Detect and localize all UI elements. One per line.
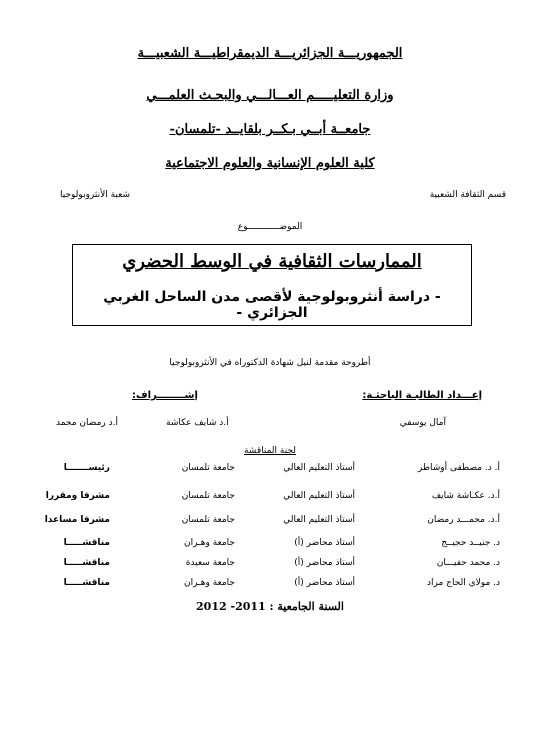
member-rank: أستاذ محاضر (أ): [294, 578, 355, 588]
member-university: جامعة وهـران: [184, 578, 235, 588]
department-right: قسم الثقافة الشعبية: [429, 190, 506, 200]
supervision-label: إشــــــــراف:: [132, 390, 198, 401]
student-name: آمال يوسفي: [399, 418, 446, 428]
committee-row: [0, 515, 540, 529]
committee-row: [0, 491, 540, 505]
committee-label: لجنة المناقشة: [243, 446, 296, 456]
sub-title: - دراسة أنثروبولوجية لأقصى مدن الساحل الغربي الجزائري -: [103, 289, 441, 321]
member-rank: أستاذ التعليم العالي: [283, 463, 355, 473]
member-role: مشرفا ومقررا: [45, 491, 110, 501]
supervisor-2: أ.د رمضان محمد: [56, 418, 118, 428]
department-left: شعبة الأنثروبولوجيا: [60, 190, 131, 200]
member-rank: أستاذ التعليم العالي: [283, 515, 355, 525]
republic-heading: الجمهوريـــة الجزائريـــة الديمقراطيـــة الشعبيـــة: [137, 46, 403, 61]
member-name: أ.د. محمـــد رمضان: [427, 515, 500, 525]
member-role: رئيســـــــا: [63, 463, 110, 473]
subject-label: الموضــــــــــــوع: [237, 222, 303, 232]
member-university: جامعة وهـران: [184, 538, 235, 548]
member-university: جامعة تلمسان: [181, 463, 235, 473]
supervisor-1: أ.د شايف عكاشة: [166, 418, 229, 428]
faculty-heading: كلية العلوم الإنسانية والعلوم الاجتماعية: [165, 156, 375, 171]
member-name: د. جنيــد حجيــج: [441, 538, 500, 548]
member-name: د. مولاي الحاج مراد: [427, 578, 500, 588]
member-rank: أستاذ التعليم العالي: [283, 491, 355, 501]
main-title: الممارسات الثقافية في الوسط الحضري: [122, 251, 422, 272]
university-heading: جامعــة أبــي بـكــر بلقايــد -تلمسان-: [169, 122, 371, 137]
committee-row: [0, 558, 540, 572]
member-name: أ. د. مصطفى أوشاطر: [417, 463, 500, 473]
member-university: جامعة تلمسان: [181, 491, 235, 501]
committee-row: [0, 538, 540, 552]
member-rank: أستاذ محاضر (أ): [294, 538, 355, 548]
member-name: أ.د. عكـاشة شايف: [431, 491, 500, 501]
student-label: إعـــداد الطالبـة الباحثـة:: [362, 390, 482, 401]
title-box: [72, 244, 472, 326]
academic-year: السنة الجامعية : 2011- 2012: [196, 600, 344, 613]
member-university: جامعة تلمسان: [181, 515, 235, 525]
member-name: د. محمد حفيـــان: [436, 558, 500, 568]
ministry-heading: وزارة التعليـــــم العـــالـــي والبحـث العلمـــي: [146, 88, 394, 103]
member-role: مناقشـــــا: [63, 558, 110, 568]
member-university: جامعة سعيدة: [185, 558, 235, 568]
thesis-note: أطروحة مقدمة لنيل شهادة الدكتوراه في الأنثروبولوجيا: [169, 358, 371, 368]
member-rank: أستاذ محاضر (أ): [294, 558, 355, 568]
member-role: مناقشـــــا: [63, 538, 110, 548]
committee-row: [0, 463, 540, 477]
committee-row: [0, 578, 540, 592]
member-role: مشرفا مساعدا: [44, 515, 110, 525]
member-role: مناقشـــــا: [63, 578, 110, 588]
